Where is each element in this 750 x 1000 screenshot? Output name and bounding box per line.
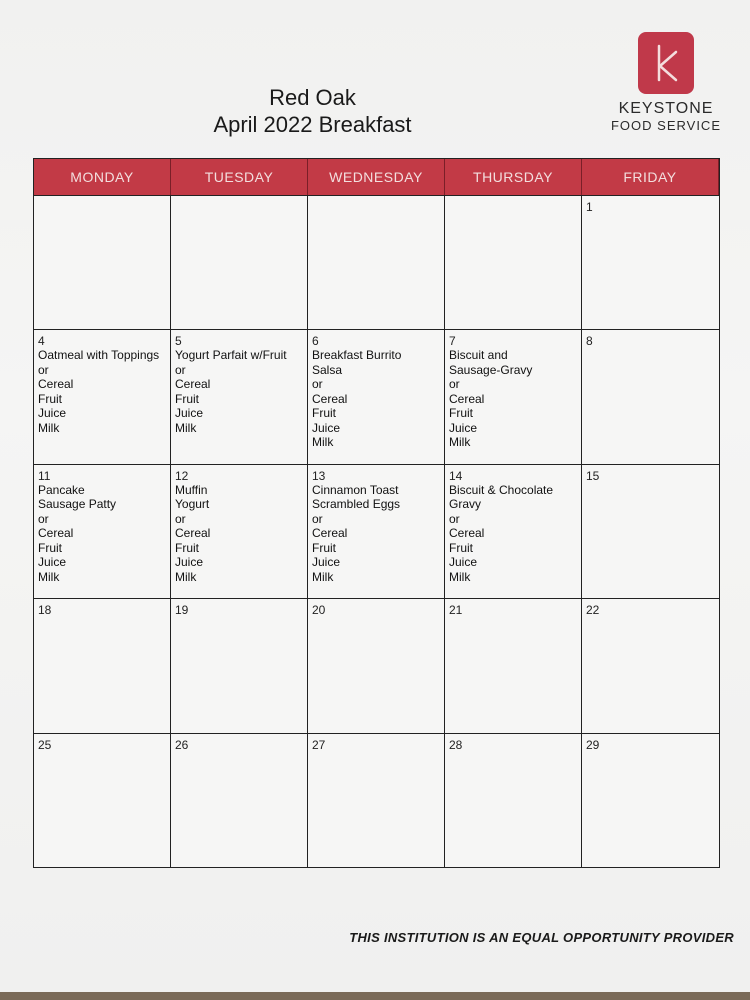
menu-item: Milk: [38, 569, 60, 584]
calendar-day-cell: [445, 464, 582, 598]
menu-item: Cinnamon Toast: [312, 482, 399, 497]
menu-item: Yogurt Parfait w/Fruit: [175, 348, 287, 363]
logo-subtitle: FOOD SERVICE: [610, 118, 721, 133]
k-logo-icon: [638, 32, 694, 94]
menu-item: Salsa: [312, 362, 343, 377]
menu-item: Juice: [449, 555, 478, 570]
date-number: 29: [586, 737, 600, 752]
date-number: 15: [586, 468, 600, 483]
menu-item: Fruit: [175, 540, 199, 555]
calendar-day-cell: [582, 464, 719, 598]
menu-item: Fruit: [449, 406, 473, 421]
menu-item: or: [312, 511, 323, 526]
page-title: [170, 84, 455, 138]
calendar-day-cell: [34, 733, 171, 867]
menu-item: Biscuit and: [449, 348, 508, 363]
menu-item: Cereal: [38, 377, 74, 392]
calendar-day-cell: [171, 598, 308, 732]
date-number: 5: [175, 334, 182, 349]
menu-item: Juice: [38, 406, 67, 421]
title-month: April 2022 Breakfast: [213, 112, 412, 137]
calendar-day-cell: [445, 598, 582, 732]
calendar-day-cell: [582, 733, 719, 867]
menu-item: Fruit: [312, 406, 336, 421]
menu-item: Cereal: [312, 391, 348, 406]
date-number: 11: [38, 468, 51, 483]
menu-calendar: [33, 158, 720, 868]
menu-item: Milk: [449, 435, 471, 450]
day-header-thursday: THURSDAY: [445, 159, 582, 195]
menu-item: Milk: [312, 569, 334, 584]
menu-item: Sausage Patty: [38, 497, 117, 512]
date-number: 6: [312, 334, 319, 349]
menu-item: or: [449, 377, 460, 392]
calendar-day-cell: [308, 733, 445, 867]
date-number: 14: [449, 468, 463, 483]
calendar-day-cell: [308, 598, 445, 732]
menu-item: Juice: [38, 555, 67, 570]
menu-item: Oatmeal with Toppings: [38, 348, 160, 363]
date-number: 4: [38, 334, 45, 349]
menu-item: Milk: [175, 420, 197, 435]
date-number: 22: [586, 603, 600, 618]
menu-item: Cereal: [312, 526, 348, 541]
menu-item: Yogurt: [175, 497, 210, 512]
menu-item: Gravy: [449, 497, 482, 512]
calendar-day-cell: [171, 195, 308, 329]
table-surface: [0, 992, 750, 1000]
menu-item: Fruit: [312, 540, 336, 555]
menu-item: Cereal: [449, 526, 485, 541]
date-number: 21: [449, 603, 463, 618]
menu-item: Biscuit & Chocolate: [449, 482, 554, 497]
equal-opportunity-notice: THIS INSTITUTION IS AN EQUAL OPPORTUNITY PROVIDER: [349, 930, 734, 945]
day-header-tuesday: TUESDAY: [171, 159, 308, 195]
menu-item: Juice: [449, 420, 478, 435]
menu-item: Scrambled Eggs: [312, 497, 401, 512]
calendar-day-cell: [308, 329, 445, 463]
menu-item: Milk: [38, 420, 60, 435]
menu-item: Juice: [312, 420, 341, 435]
date-number: 7: [449, 334, 456, 349]
calendar-day-cell: [445, 329, 582, 463]
date-number: 27: [312, 737, 326, 752]
calendar-day-cell: [171, 464, 308, 598]
menu-item: Cereal: [449, 391, 485, 406]
calendar-day-cell: [308, 464, 445, 598]
date-number: 19: [175, 603, 189, 618]
menu-item: Juice: [312, 555, 341, 570]
day-header-wednesday: WEDNESDAY: [308, 159, 445, 195]
date-number: 25: [38, 737, 52, 752]
menu-item: or: [38, 362, 49, 377]
menu-item: Juice: [175, 555, 204, 570]
title-school: Red Oak: [269, 85, 356, 110]
menu-item: Breakfast Burrito: [312, 348, 402, 363]
day-header-monday: MONDAY: [34, 159, 171, 195]
calendar-day-cell: [582, 329, 719, 463]
menu-item: or: [449, 511, 460, 526]
calendar-day-cell: [582, 598, 719, 732]
menu-item: Sausage-Gravy: [449, 362, 533, 377]
date-number: 13: [312, 468, 326, 483]
calendar-day-cell: [582, 195, 719, 329]
menu-item: Fruit: [449, 540, 473, 555]
menu-item: Milk: [175, 569, 197, 584]
menu-item: or: [38, 511, 49, 526]
menu-item: Pancake: [38, 482, 85, 497]
menu-item: Milk: [312, 435, 334, 450]
date-number: 1: [586, 200, 593, 214]
menu-item: Cereal: [175, 377, 211, 392]
calendar-day-cell: [171, 733, 308, 867]
calendar-day-cell: [34, 195, 171, 329]
logo-name: KEYSTONE: [618, 100, 714, 117]
calendar-day-cell: [34, 329, 171, 463]
menu-item: Fruit: [38, 391, 62, 406]
menu-item: Fruit: [175, 391, 199, 406]
menu-item: Cereal: [38, 526, 74, 541]
date-number: 20: [312, 603, 326, 618]
menu-item: or: [175, 511, 186, 526]
date-number: 26: [175, 737, 189, 752]
menu-item: or: [175, 362, 186, 377]
calendar-day-cell: [308, 195, 445, 329]
calendar-day-cell: [34, 598, 171, 732]
calendar-day-cell: [171, 329, 308, 463]
date-number: 8: [586, 334, 593, 349]
keystone-logo: [606, 32, 726, 134]
calendar-day-cell: [445, 195, 582, 329]
menu-item: Cereal: [175, 526, 211, 541]
menu-item: or: [312, 377, 323, 392]
day-header-friday: FRIDAY: [582, 159, 719, 195]
menu-item: Milk: [449, 569, 471, 584]
menu-item: Juice: [175, 406, 204, 421]
date-number: 28: [449, 737, 463, 752]
menu-item: Muffin: [175, 482, 208, 497]
calendar-day-cell: [445, 733, 582, 867]
menu-item: Fruit: [38, 540, 62, 555]
date-number: 12: [175, 468, 189, 483]
calendar-day-cell: [34, 464, 171, 598]
date-number: 18: [38, 603, 52, 618]
